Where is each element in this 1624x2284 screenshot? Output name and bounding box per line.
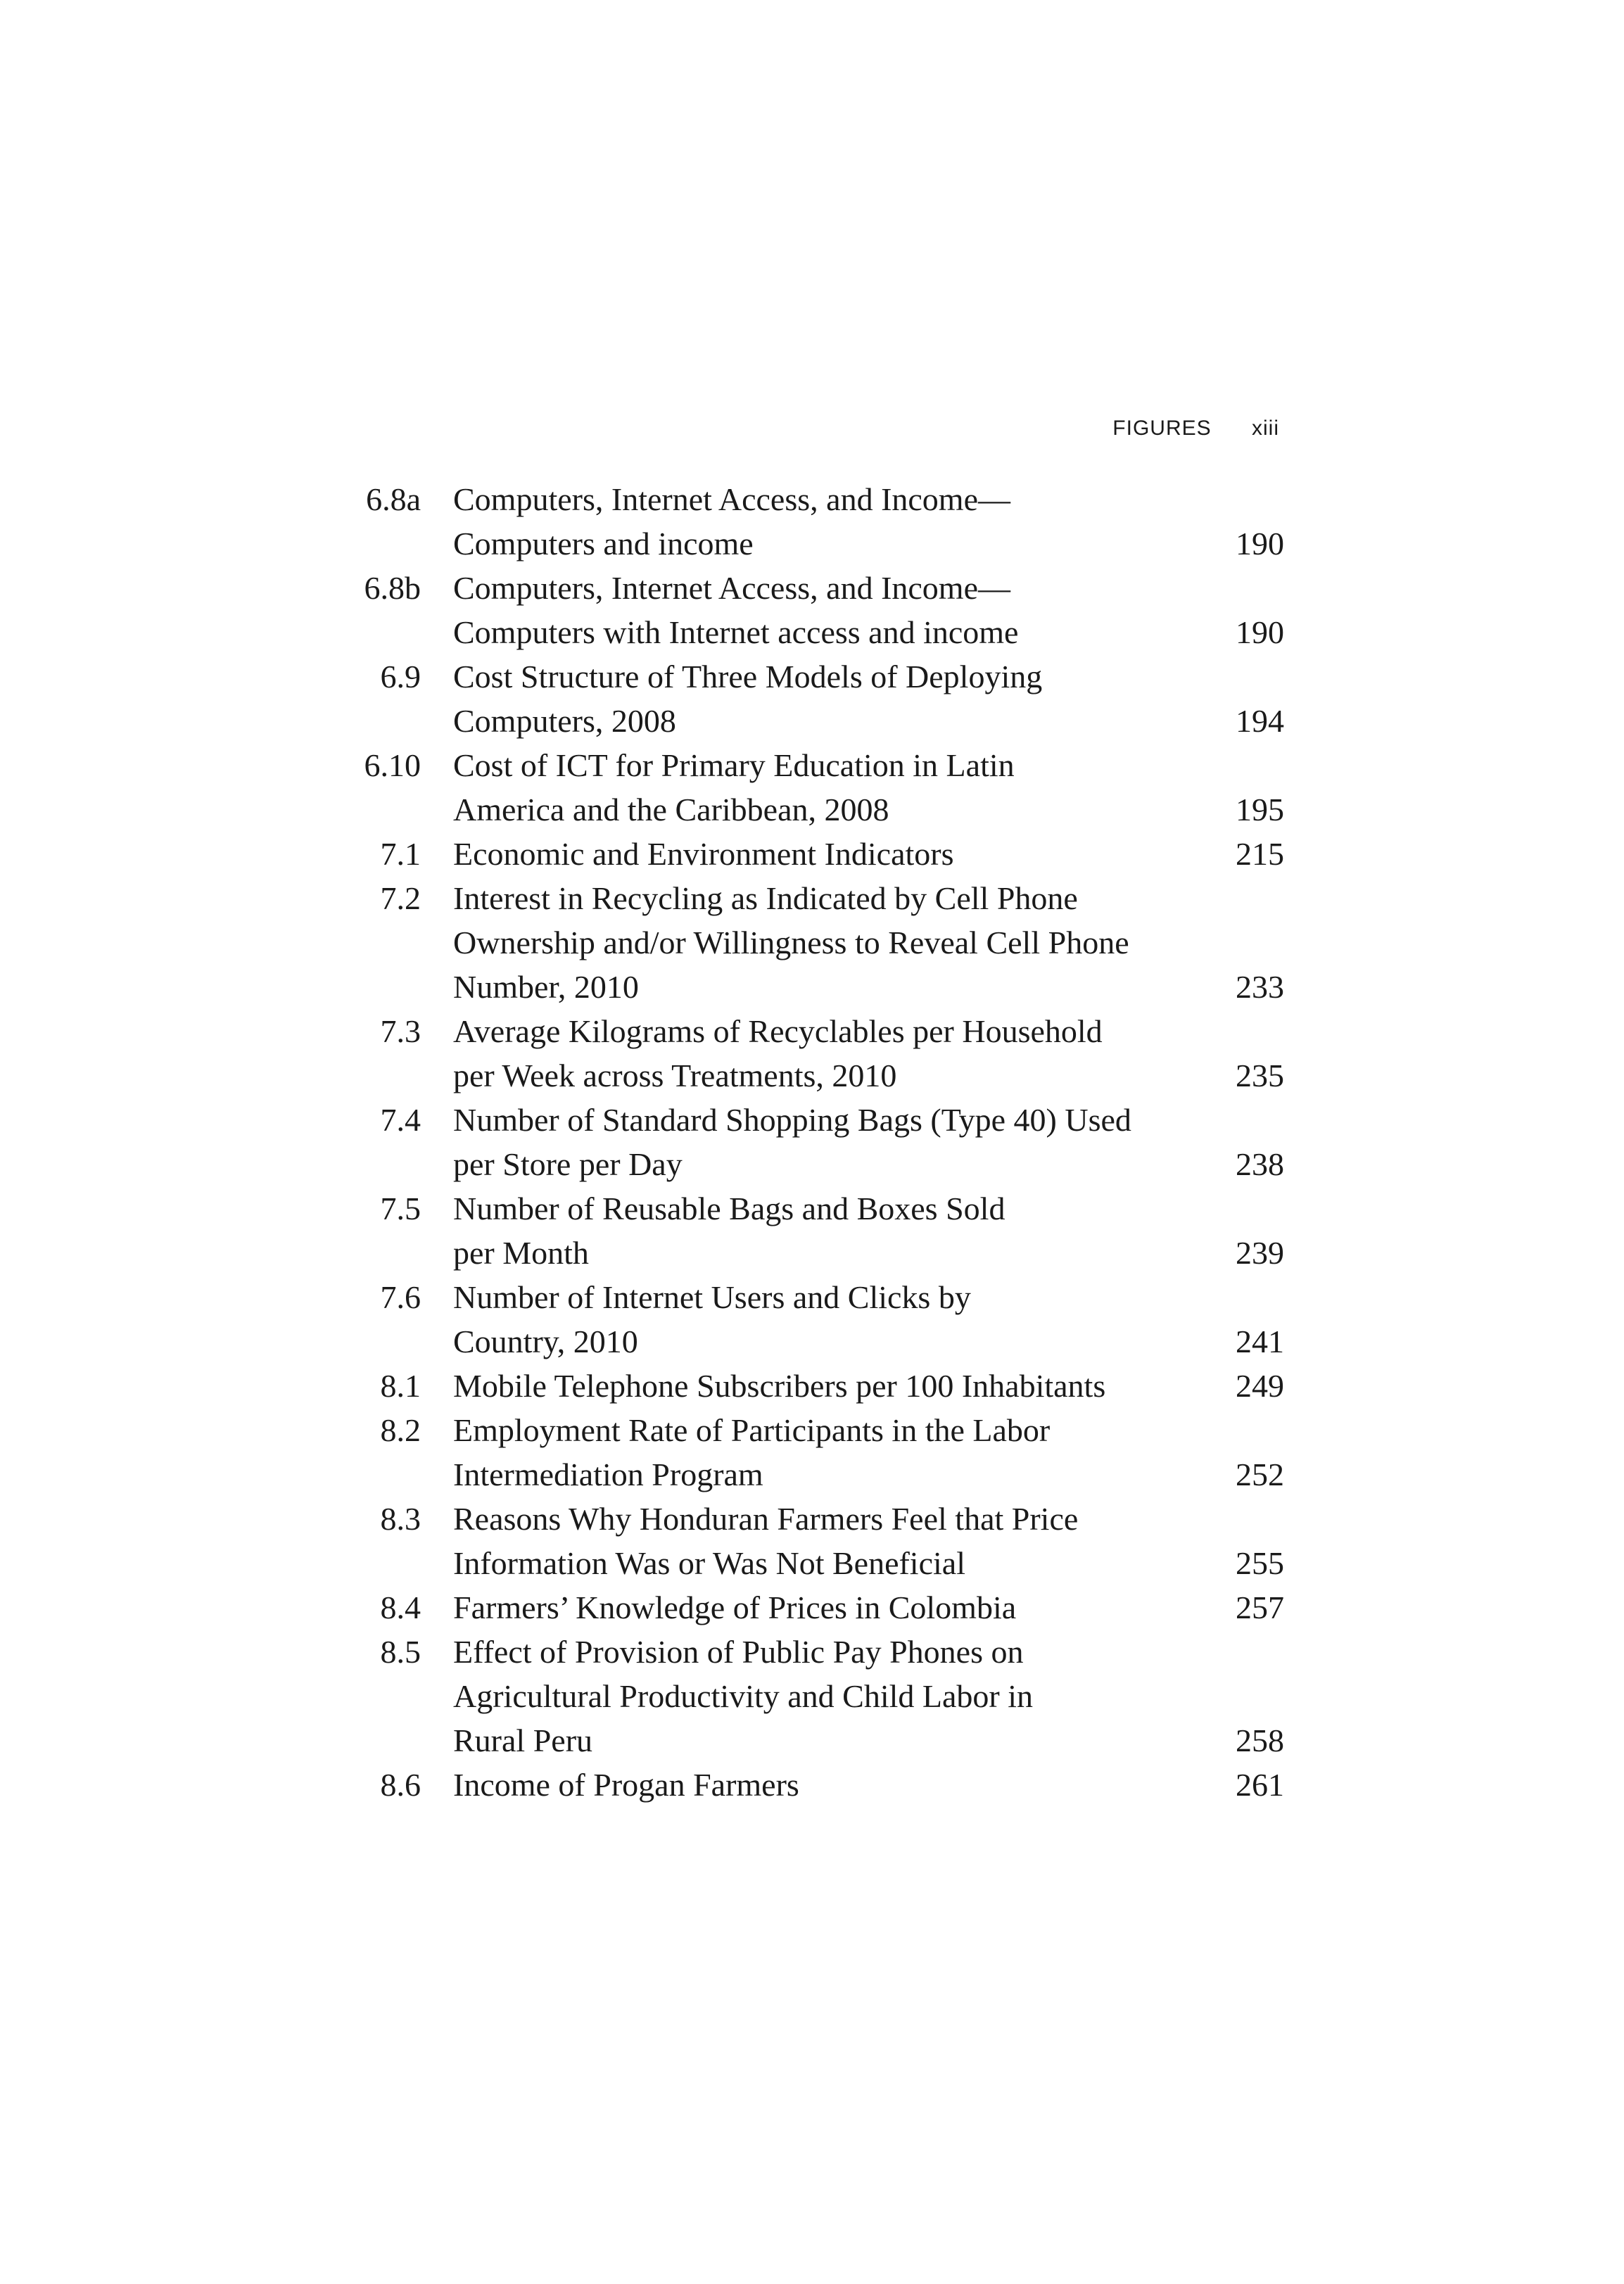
figure-number: 7.3 — [380, 1013, 421, 1049]
figure-title-line: Computers with Internet access and income — [453, 614, 1019, 650]
figure-title-line: per Store per Day — [453, 1146, 683, 1182]
figure-title-line: Computers, Internet Access, and Income— — [453, 570, 1010, 606]
figure-title-line: Effect of Provision of Public Pay Phones on — [453, 1634, 1024, 1670]
figure-page-number: 252 — [1236, 1457, 1284, 1492]
figure-entry — [345, 1585, 1284, 1630]
figure-title — [453, 1408, 1207, 1497]
figure-title — [453, 1763, 1207, 1807]
figure-page-number: 233 — [1236, 969, 1284, 1005]
figure-number: 7.1 — [380, 836, 421, 872]
figure-title-line: Ownership and/or Willingness to Reveal Cell Phone — [453, 925, 1129, 960]
figure-entry — [345, 832, 1284, 876]
figure-title — [453, 1098, 1207, 1186]
figure-number: 6.9 — [380, 659, 421, 694]
figure-title-line: Number of Standard Shopping Bags (Type 40) Used — [453, 1102, 1131, 1138]
figure-page-number: 190 — [1236, 614, 1284, 650]
figure-entry — [345, 1275, 1284, 1364]
figure-page-number: 249 — [1236, 1368, 1284, 1404]
figure-number: 6.8b — [364, 570, 421, 606]
figure-page-number: 258 — [1236, 1722, 1284, 1758]
figure-title — [453, 1497, 1207, 1585]
figure-title-line: Number of Reusable Bags and Boxes Sold — [453, 1191, 1006, 1226]
figure-page-number: 194 — [1236, 703, 1284, 739]
figure-entry — [345, 477, 1284, 566]
figure-entry — [345, 654, 1284, 743]
figure-entry — [345, 1009, 1284, 1098]
figure-entry — [345, 1763, 1284, 1807]
figure-number: 8.1 — [380, 1368, 421, 1404]
figure-number: 8.2 — [380, 1412, 421, 1448]
figure-title-line: Number, 2010 — [453, 969, 639, 1005]
figure-page-number: 238 — [1236, 1146, 1284, 1182]
section-title: FIGURES — [1112, 417, 1212, 440]
figure-page-number: 261 — [1236, 1767, 1284, 1803]
figure-title-line: Agricultural Productivity and Child Labor in — [453, 1678, 1034, 1714]
figure-entry — [345, 1186, 1284, 1275]
figure-number: 8.5 — [380, 1634, 421, 1670]
figure-title — [453, 743, 1207, 832]
figure-entry — [345, 1630, 1284, 1763]
figure-page-number: 239 — [1236, 1235, 1284, 1271]
figure-entry — [345, 743, 1284, 832]
figure-page-number: 190 — [1236, 526, 1284, 562]
figure-title-line: Farmers’ Knowledge of Prices in Colombia — [453, 1590, 1017, 1625]
figure-number: 7.5 — [380, 1191, 421, 1226]
figure-number: 8.6 — [380, 1767, 421, 1803]
figure-title — [453, 1364, 1207, 1408]
figure-title-line: Computers, Internet Access, and Income— — [453, 481, 1010, 517]
figure-number: 8.4 — [380, 1590, 421, 1625]
figure-page-number: 257 — [1236, 1590, 1284, 1625]
figure-number: 7.2 — [380, 880, 421, 916]
figure-page-number: 241 — [1236, 1324, 1284, 1359]
figure-number: 8.3 — [380, 1501, 421, 1537]
figure-page-number: 195 — [1236, 792, 1284, 827]
figure-title-line: Intermediation Program — [453, 1457, 763, 1492]
figure-title-line: Income of Progan Farmers — [453, 1767, 799, 1803]
figure-title-line: per Week across Treatments, 2010 — [453, 1058, 897, 1093]
figure-number: 7.6 — [380, 1279, 421, 1315]
figure-title — [453, 1186, 1207, 1275]
figure-title — [453, 566, 1207, 654]
figure-number: 6.8a — [366, 481, 421, 517]
figure-title-line: Mobile Telephone Subscribers per 100 Inhabitants — [453, 1368, 1106, 1404]
figure-entry — [345, 1364, 1284, 1408]
running-head — [1112, 417, 1279, 440]
figure-title-line: Economic and Environment Indicators — [453, 836, 954, 872]
figure-title-line: Computers and income — [453, 526, 754, 562]
figure-number: 6.10 — [364, 747, 421, 783]
figure-title — [453, 1585, 1207, 1630]
figure-page-number: 215 — [1236, 836, 1284, 872]
figure-list — [345, 477, 1284, 1807]
figure-entry — [345, 876, 1284, 1009]
figure-page-number: 255 — [1236, 1545, 1284, 1581]
figure-title-line: Cost Structure of Three Models of Deploying — [453, 659, 1043, 694]
figure-title-line: Country, 2010 — [453, 1324, 638, 1359]
figure-title-line: America and the Caribbean, 2008 — [453, 792, 889, 827]
figure-title — [453, 1009, 1207, 1098]
figure-title-line: Average Kilograms of Recyclables per Household — [453, 1013, 1103, 1049]
figure-title-line: Rural Peru — [453, 1722, 593, 1758]
page-number: xiii — [1252, 417, 1279, 440]
figure-title-line: Information Was or Was Not Beneficial — [453, 1545, 965, 1581]
figure-title — [453, 1275, 1207, 1364]
figure-title — [453, 1630, 1207, 1763]
figure-title-line: Computers, 2008 — [453, 703, 676, 739]
figure-title-line: Interest in Recycling as Indicated by Cell Phone — [453, 880, 1078, 916]
figure-entry — [345, 566, 1284, 654]
figure-title-line: Cost of ICT for Primary Education in Latin — [453, 747, 1015, 783]
figure-number: 7.4 — [380, 1102, 421, 1138]
figure-title — [453, 477, 1207, 566]
figure-title — [453, 832, 1207, 876]
figure-page-number: 235 — [1236, 1058, 1284, 1093]
figure-title — [453, 876, 1207, 1009]
figure-title-line: per Month — [453, 1235, 589, 1271]
figure-entry — [345, 1098, 1284, 1186]
figure-entry — [345, 1497, 1284, 1585]
figure-title-line: Reasons Why Honduran Farmers Feel that Price — [453, 1501, 1079, 1537]
figure-title-line: Number of Internet Users and Clicks by — [453, 1279, 971, 1315]
figure-title — [453, 654, 1207, 743]
figure-title-line: Employment Rate of Participants in the Labor — [453, 1412, 1051, 1448]
figure-entry — [345, 1408, 1284, 1497]
